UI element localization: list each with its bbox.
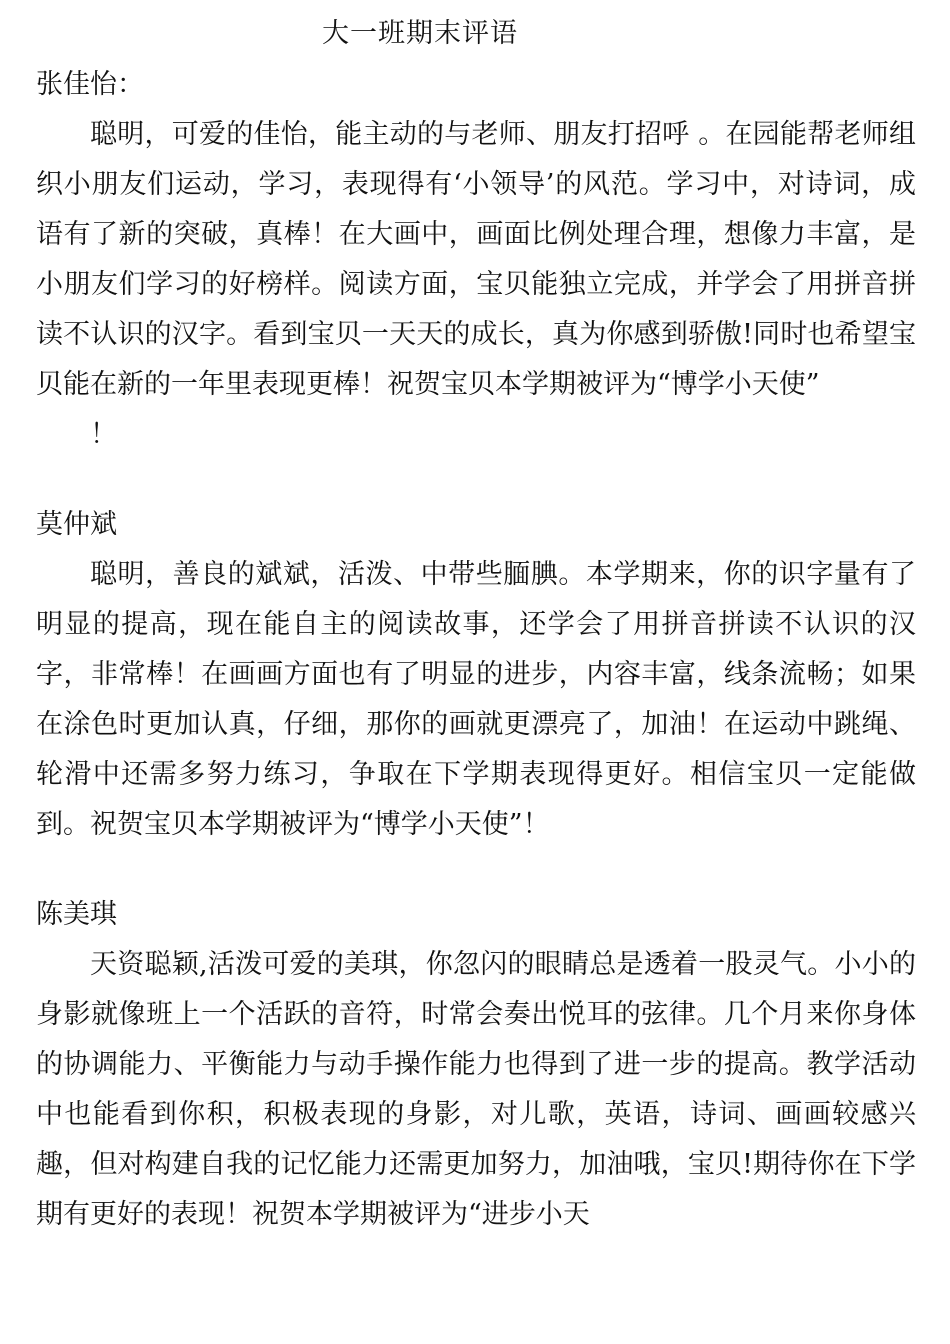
student-comment-text: 天资聪颖,活泼可爱的美琪，你忽闪的眼睛总是透着一股灵气。小小的身影就像班上一个活跃的音符，时常会奏出悦耳的弦律。几个月来你身体的协调能力、平衡能力与动手操作能力也得到了进一步的提高。教学活动中也能看到你积，积极表现的身影，对儿歌，英语，诗词、画画较感兴趣，但对构建自我的记忆能力还需更加努力，加油哦，宝贝!期待你在下学期有更好的表现！祝贺本学期被评为“进步小天: [36, 949, 916, 1231]
student-name: 莫仲斌: [36, 509, 117, 541]
student-comment-text: 聪明，可爱的佳怡，能主动的与老师、朋友打招呼 。在园能帮老师组织小朋友们运动，学习，表现得有‘小领导’的风范。学习中，对诗词，成语有了新的突破，真棒！在大画中，画面比例处理合理，想像力丰富，是小朋友们学习的好榜样。阅读方面，宝贝能独立完成，并学会了用拼音拼读不认识的汉字。看到宝贝一天天的成长，真为你感到骄傲!同时也希望宝贝能在新的一年里表现更棒！祝贺宝贝本学期被评为“博学小天使”: [36, 119, 916, 401]
student-comment-entry: [36, 60, 914, 460]
student-comment-entry: [36, 890, 914, 1240]
comment-ending-punctuation: ！: [90, 419, 117, 451]
student-comment-text: 聪明，善良的斌斌，活泼、中带些腼腆。本学期来，你的识字量有了明显的提高，现在能自主的阅读故事，还学会了用拼音拼读不认识的汉字，非常棒！在画画方面也有了明显的进步，内容丰富，线条流畅；如果在涂色时更加认真，仔细，那你的画就更漂亮了，加油！在运动中跳绳、轮滑中还需多努力练习，争取在下学期表现得更好。相信宝贝一定能做到。祝贺宝贝本学期被评为“博学小天使”！: [36, 559, 916, 841]
student-name: 陈美琪: [36, 899, 117, 931]
student-name: 张佳怡：: [36, 69, 144, 101]
student-comment-entry: [36, 500, 914, 850]
document-title: 大一班期末评语: [322, 18, 518, 49]
